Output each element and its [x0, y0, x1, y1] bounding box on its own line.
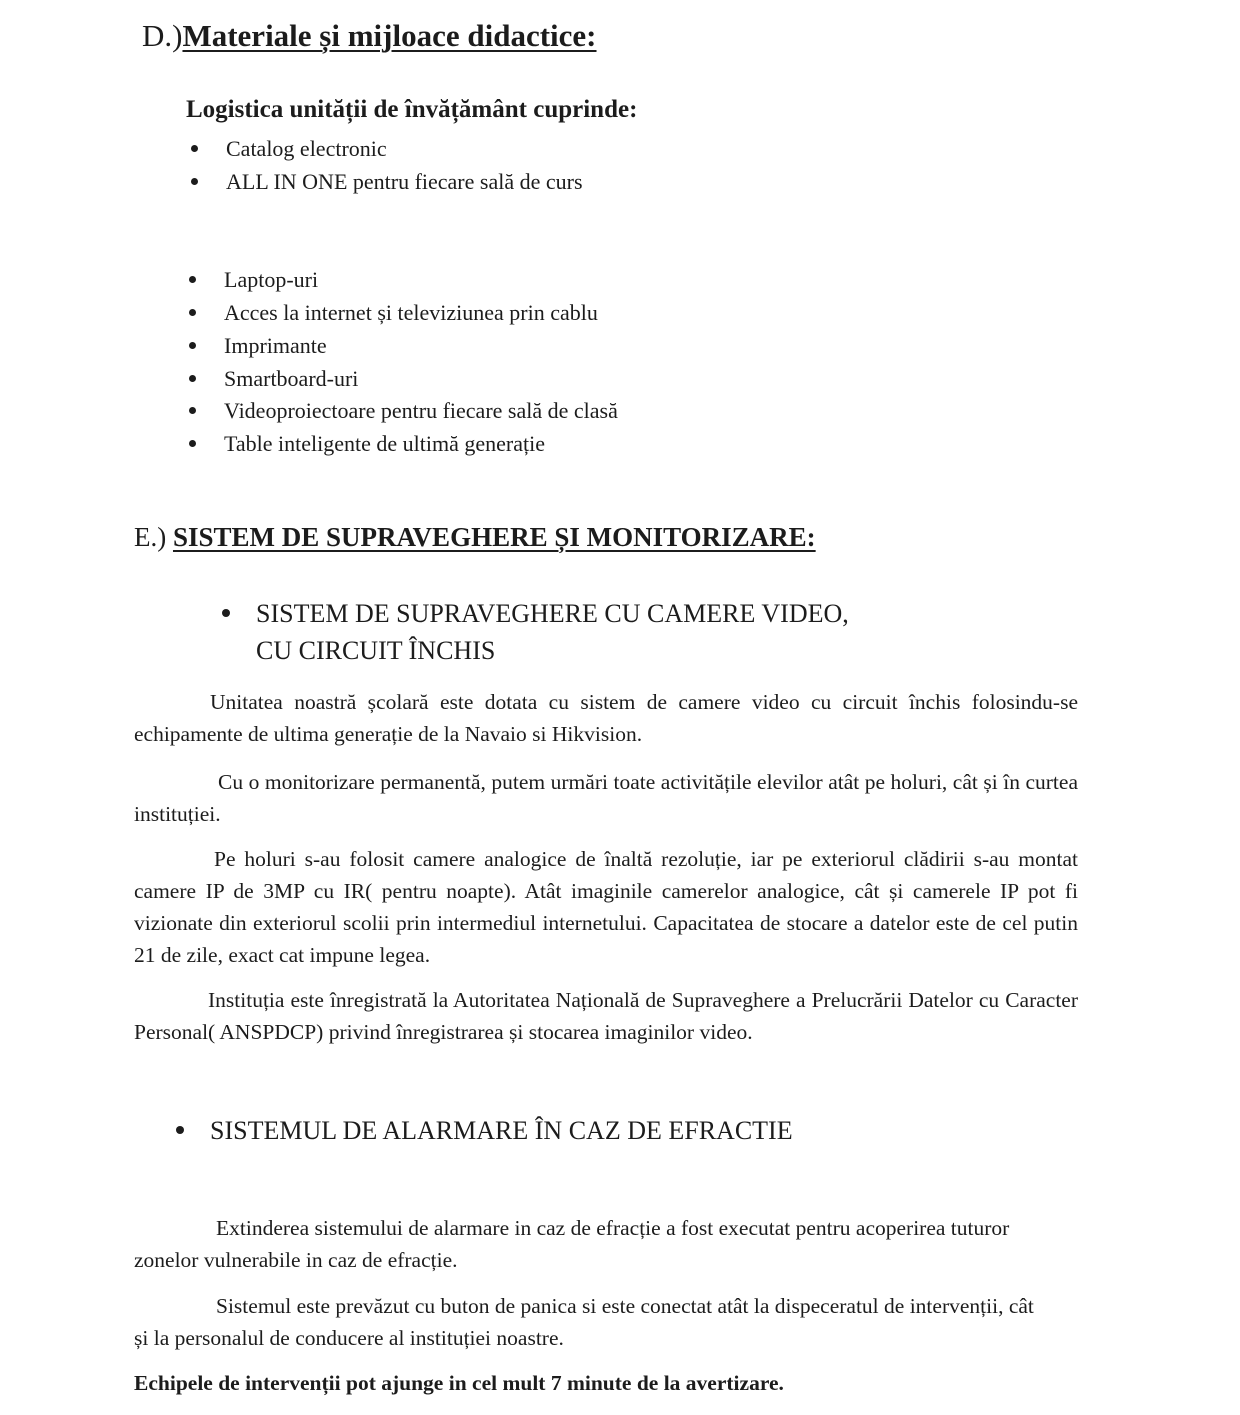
bullet-icon [189, 342, 196, 349]
section-d-prefix: D.) [142, 18, 183, 53]
cctv-paragraph: Pe holuri s-au folosit camere analogice de înaltă rezoluție, iar pe exteriorul clădirii s-au montat camere IP de 3MP cu IR( pentru noapte). Atât imaginile camerelor analogice, cât și camerele IP pot fi vizionate din exteriorul scolii prin intermediul internetului. Capacitatea de stocare a datelor este de cel putin 21 de zile, exact cat impune legea. [134, 847, 1078, 967]
list-item: Smartboard-uri [189, 366, 358, 392]
section-d-heading [142, 18, 597, 54]
bullet-icon [191, 145, 198, 152]
section-d-title: Materiale și mijloace didactice: [182, 18, 597, 53]
list-item: Videoproiectoare pentru fiecare sală de clasă [189, 398, 618, 424]
list-item: Acces la internet și televiziunea prin cablu [189, 300, 598, 326]
cctv-paragraph: Instituția este înregistrată la Autoritatea Națională de Supraveghere a Prelucrării Datelor cu Caracter Personal( ANSPDCP) privind înregistrarea și stocarea imaginilor video. [134, 988, 1078, 1044]
bullet-icon [176, 1126, 184, 1134]
list-item: ALL IN ONE pentru fiecare sală de curs [191, 169, 583, 195]
bullet-icon [189, 309, 196, 316]
closing-statement: Echipele de intervenții pot ajunge in cel mult 7 minute de la avertizare. [134, 1371, 784, 1395]
list-item: Imprimante [189, 333, 327, 359]
bullet-icon [222, 609, 230, 617]
cctv-heading-line2: CU CIRCUIT ÎNCHIS [256, 636, 496, 665]
bullet-icon [191, 178, 198, 185]
section-e-prefix: E.) [134, 522, 167, 552]
bullet-icon [189, 440, 196, 447]
alarm-paragraph: Sistemul este prevăzut cu buton de panica si este conectat atât la dispeceratul de intervenții, cât și la personalul de conducere al instituției noastre. [134, 1294, 1034, 1350]
alarm-heading: SISTEMUL DE ALARMARE ÎN CAZ DE EFRACTIE [176, 1116, 793, 1146]
logistics-subtitle: Logistica unității de învățământ cuprinde: [186, 96, 638, 123]
cctv-paragraph: Cu o monitorizare permanentă, putem urmări toate activitățile elevilor atât pe holuri, cât și în curtea instituției. [134, 770, 1078, 826]
bullet-icon [189, 276, 196, 283]
bullet-icon [189, 407, 196, 414]
bullet-icon [189, 375, 196, 382]
cctv-heading: SISTEM DE SUPRAVEGHERE CU CAMERE VIDEO, [222, 599, 849, 629]
list-item: Laptop-uri [189, 267, 318, 293]
alarm-paragraph: Extinderea sistemului de alarmare in caz de efracție a fost executat pentru acoperirea tuturor zonelor vulnerabile in caz de efracție. [134, 1216, 1010, 1272]
cctv-paragraph: Unitatea noastră școlară este dotata cu sistem de camere video cu circuit închis folosindu-se echipamente de ultima generație de la Navaio si Hikvision. [134, 690, 1078, 746]
section-e-title: SISTEM DE SUPRAVEGHERE ȘI MONITORIZARE: [172, 522, 816, 552]
list-item: Table inteligente de ultimă generație [189, 431, 545, 457]
section-e-heading [134, 522, 816, 553]
list-item: Catalog electronic [191, 136, 387, 162]
